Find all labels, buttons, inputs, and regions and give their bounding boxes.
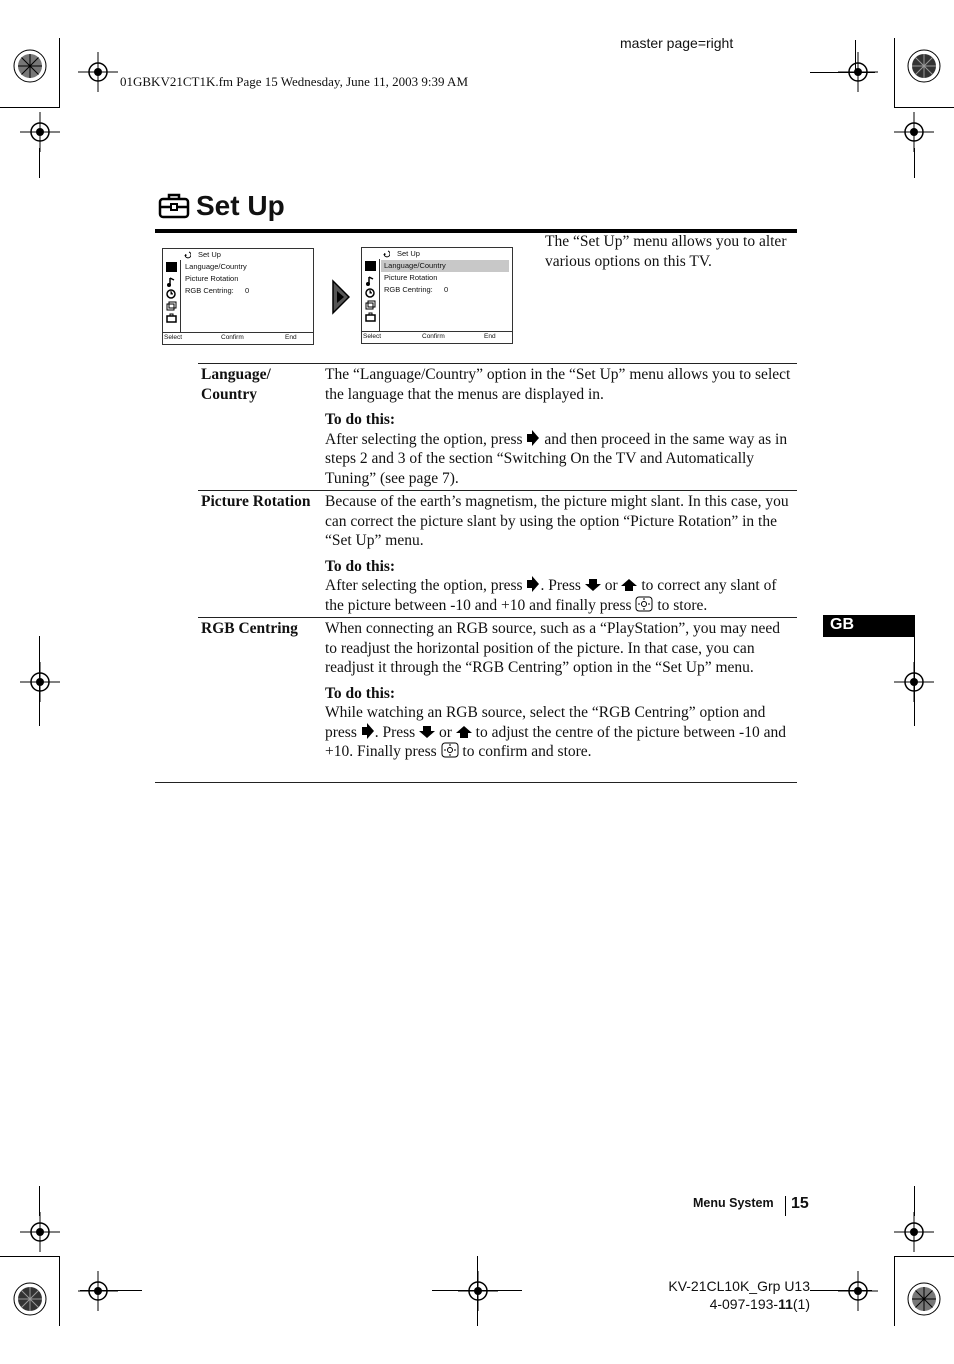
- registration-mark-icon: [20, 1212, 60, 1252]
- step-text: to store.: [657, 596, 708, 614]
- step-text: and then proceed in the same way as in steps 2 and 3 of the section “Switching On the TV and Automatically Tuning” (see page 7).: [325, 430, 788, 487]
- step-text: or: [438, 723, 452, 741]
- step-text: . Press: [540, 577, 581, 594]
- toolbox-icon: [365, 309, 376, 319]
- registration-mark-icon: [20, 112, 60, 152]
- model-info: [640, 1277, 810, 1313]
- right-arrow-button-icon: [526, 576, 540, 592]
- row-desc: The “Language/Country” option in the “Set Up” menu allows you to select the language that the menus are displayed in.: [325, 366, 791, 403]
- starburst-mark-icon: [907, 49, 941, 83]
- channel-icon: [166, 298, 177, 308]
- table-rule: [155, 782, 797, 783]
- starburst-mark-icon: [907, 1282, 941, 1316]
- step-text: or: [604, 577, 618, 594]
- step-text: to correct any slant of the picture between -10 and +10 and finally press: [325, 577, 777, 614]
- ok-button-icon: [441, 742, 459, 758]
- osd-rgb-value: 0: [245, 286, 250, 295]
- step-text: to adjust the centre of the picture between -10 and +10. Finally press: [325, 723, 786, 760]
- crop-line: [59, 38, 60, 108]
- part-code: [640, 1295, 810, 1313]
- part-code-prefix: 4-097-193-: [709, 1296, 779, 1312]
- crop-line: [914, 636, 915, 726]
- osd-footer-end: End: [484, 333, 496, 340]
- osd-title: Set Up: [198, 250, 221, 259]
- row-desc: When connecting an RGB source, such as a “PlayStation”, you may need to readjust the horizontal position of the picture. In that case, you can readjust it through the “RGB Centring” option in the “Set Up” menu.: [325, 620, 780, 676]
- osd-footer-confirm: Confirm: [221, 334, 244, 341]
- osd-rgb-value: 0: [444, 285, 449, 294]
- file-info: 01GBKV21CT1K.fm Page 15 Wednesday, June 11, 2003 9:39 AM: [120, 74, 469, 89]
- crop-line: [894, 38, 895, 108]
- crop-line: [914, 1186, 915, 1216]
- registration-mark-icon: [458, 1271, 498, 1311]
- registration-mark-icon: [838, 1271, 878, 1311]
- osd-menu-screen: [162, 248, 314, 345]
- toolbox-icon: [158, 193, 190, 219]
- step-text: After selecting the option, press: [325, 430, 523, 448]
- row-desc: Because of the earth’s magnetism, the picture might slant. In this case, you can correct the picture slant by using the option “Picture Rotation” in the “Set Up” menu.: [325, 493, 789, 549]
- step-text: to confirm and store.: [462, 743, 592, 760]
- osd-item-rotation: Picture Rotation: [384, 273, 438, 282]
- todo-heading: To do this:: [325, 411, 396, 428]
- crop-line: [59, 1256, 60, 1326]
- osd-footer-end: End: [285, 334, 297, 341]
- row-steps: [325, 430, 795, 489]
- osd-item-rgb-label: RGB Centring:: [185, 286, 234, 295]
- table-rule: [198, 617, 797, 618]
- osd-item-language-highlighted: Language/Country: [381, 260, 509, 272]
- toolbox-icon: [166, 310, 177, 320]
- row-steps: [325, 576, 795, 615]
- crop-line: [39, 636, 40, 726]
- language-tab: [823, 615, 915, 637]
- up-arrow-button-icon: [456, 725, 472, 739]
- crop-line: [477, 1256, 478, 1326]
- down-arrow-button-icon: [585, 578, 601, 592]
- page-title: [158, 190, 285, 222]
- footer-divider: [785, 1196, 786, 1216]
- crop-line: [0, 1256, 60, 1257]
- row-label-language: [201, 365, 271, 404]
- sound-icon: [365, 273, 376, 283]
- row-text-language: [325, 365, 795, 488]
- row-label-rgb: RGB Centring: [201, 620, 298, 637]
- intro-text: The “Set Up” menu allows you to alter various options on this TV.: [545, 233, 787, 270]
- timer-icon: [365, 285, 376, 295]
- title-text: Set Up: [196, 190, 285, 221]
- osd-item-rotation: Picture Rotation: [185, 274, 239, 283]
- osd-items: [381, 260, 509, 296]
- part-code-suffix: (1): [792, 1296, 810, 1312]
- crop-line: [894, 1256, 954, 1257]
- osd-item-rgb: [381, 284, 509, 296]
- osd-title: Set Up: [397, 249, 420, 258]
- osd-header: [362, 248, 512, 259]
- osd-footer: [362, 331, 512, 343]
- registration-mark-icon: [78, 52, 118, 92]
- master-page-label: master page=right: [620, 35, 734, 51]
- sound-icon: [166, 274, 177, 284]
- step-text: After selecting the option, press: [325, 577, 523, 594]
- crop-line: [914, 148, 915, 178]
- crop-line: [810, 1290, 872, 1291]
- registration-mark-icon: [20, 662, 60, 702]
- osd-footer-select: Select: [363, 333, 382, 340]
- up-arrow-button-icon: [621, 578, 637, 592]
- step-text: . Press: [374, 723, 416, 741]
- table-rule: [198, 490, 797, 491]
- model-name: KV-21CL10K_Grp U13: [668, 1278, 810, 1294]
- osd-item-language: Language/Country: [185, 262, 247, 271]
- language-tab-label: GB: [830, 616, 854, 633]
- registration-mark-icon: [894, 1212, 934, 1252]
- row-label-rotation: Picture Rotation: [201, 493, 311, 510]
- osd-footer-select: Select: [164, 334, 183, 341]
- ok-button-icon: [635, 596, 653, 612]
- osd-item-rgb-label: RGB Centring:: [384, 285, 433, 294]
- registration-mark-icon: [78, 1271, 118, 1311]
- picture-icon: [166, 262, 177, 272]
- osd-item-rgb: [182, 285, 310, 297]
- todo-heading: To do this:: [325, 684, 396, 702]
- starburst-mark-icon: [13, 1282, 47, 1316]
- row-label-line: Country: [201, 385, 257, 403]
- registration-mark-icon: [894, 112, 934, 152]
- osd-items: [182, 261, 310, 297]
- osd-sidebar: [164, 260, 181, 332]
- footer-section-name: Menu System: [693, 1196, 774, 1210]
- osd-footer-confirm: Confirm: [422, 333, 445, 340]
- crop-line: [39, 148, 40, 178]
- page-number: 15: [791, 1195, 809, 1212]
- table-rule: [198, 363, 797, 364]
- row-text-rotation: [325, 492, 795, 615]
- crop-line: [810, 72, 875, 73]
- crop-line: [0, 107, 60, 108]
- row-steps: [325, 703, 795, 762]
- down-arrow-button-icon: [419, 725, 435, 739]
- crop-line: [894, 107, 954, 108]
- right-arrow-button-icon: [526, 430, 540, 446]
- return-icon: [183, 251, 191, 259]
- channel-icon: [365, 297, 376, 307]
- starburst-mark-icon: [13, 49, 47, 83]
- picture-icon: [365, 261, 376, 271]
- crop-line: [894, 1256, 895, 1326]
- row-label-line: Language/: [201, 366, 271, 383]
- osd-header: [163, 249, 313, 260]
- todo-heading: To do this:: [325, 557, 396, 575]
- step-text: While watching an RGB source, select the “RGB Centring” option and press: [325, 704, 766, 741]
- osd-menu-screen-selected: [361, 247, 513, 344]
- part-code-bold: 11: [778, 1296, 793, 1312]
- osd-sidebar: [363, 259, 380, 331]
- crop-line: [39, 1186, 40, 1216]
- osd-footer: [163, 332, 313, 344]
- row-text-rgb: [325, 619, 795, 762]
- right-arrow-icon: [332, 278, 350, 316]
- crop-line: [80, 1290, 142, 1291]
- return-icon: [382, 250, 390, 258]
- timer-icon: [166, 286, 177, 296]
- right-arrow-button-icon: [361, 723, 375, 739]
- crop-line: [855, 40, 856, 70]
